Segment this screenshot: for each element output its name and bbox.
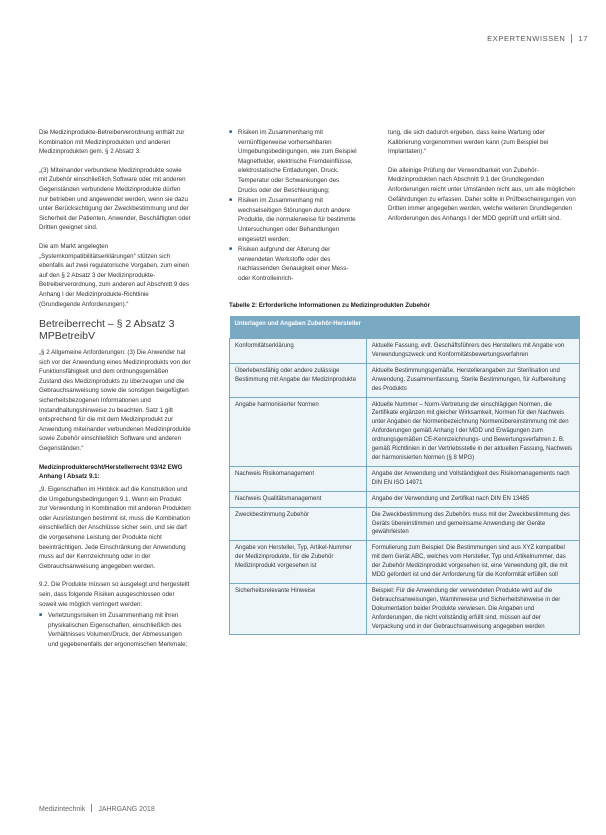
list-item: ■ Risiken im Zusammenhang mit vernünftigerweise vorhersehbaren Umgebungsbedingungen, wie zum Beispiel Magnetfelder, elektrische Fremdeinflüsse, elektrostatische Entladungen, Druck, Temperatur oder Schwankungen des Drucks oder der Beschleunigung; (229, 128, 357, 195)
table-cell: Angabe der Anwendung und Vollständigkeit des Risikomanagements nach DIN EN ISO 14971 (366, 466, 579, 491)
table-cell: Sicherheitsrelevante Hinweise (230, 583, 367, 635)
table-cell: Aktuelle Fassung, evtl. Geschäftsführers des Herstellers mit Angabe von Verwendungszweck und Konformitätsbewertungsverfahren (366, 339, 579, 364)
table-cell: Aktuelle Nummer – Norm-Vertretung der einschlägigen Normen, die Zertifikate ergänzen mit gleicher Wirksamkeit, Normen für den Nachweis unter Angaben der Normenbezeichnung Normenübereinstimmung mit den Anforderungen gemäß Anhang I der MDD und Erwägungen zum ordnungsgemäßen CE-Kennzeichnungs- und Bewertungsverfahren z. B. gemäß Richtlinien in der Vertriebsstelle in der aktuellen Fassung, Nachweis der harmonisierten Normen (§ 8 MPG) (366, 397, 579, 466)
bullet-list (39, 611, 191, 649)
table-cell: Überlebensfähig oder andere zulässige Bestimmung mit Angabe der Medizinprodukte (230, 363, 367, 397)
left-column (39, 128, 191, 651)
list-item: ■ Risiken aufgrund der Alterung der verwendeten Werkstoffe oder des nachlassenden Genauigkeit einer Mess- oder Kontrolleinrich- (229, 245, 357, 283)
table-cell: Angabe von Hersteller, Typ, Artikel-Nummer der Medizinprodukte, für die Zubehör Medizinprodukt vorgesehen ist (230, 541, 367, 584)
table-cell: Die Zweckbestimmung des Zubehörs muss mit der Zweckbestimmung des Geräts übereinstimmen und gemeinsame Anwendung der Geräte gewährleisten (366, 507, 579, 541)
paragraph: Die am Markt angelegten „Systemkompatibilitätserklärungen“ stützen sich ebenfalls auf zwei regulatorische Vorgaben, zum einen auf den § 2 Absatz 3 der Medizinprodukte-Betreiberverordnung, zum anderen auf Abschnitt 9 des Anhang I der Medizinprodukte-Richtlinie (Grundlegende Anforderungen).“ (39, 242, 189, 308)
subheading: Medizinprodukterecht/Herstellerrecht 93/42 EWG Anhang I Absatz 9.1: (39, 463, 183, 480)
table-row (230, 507, 580, 541)
table-caption: Tabelle 2: Erforderliche Informationen zu Medizinprodukten Zubehör (229, 302, 430, 309)
issue-label: JAHRGANG 2018 (98, 806, 155, 813)
table-row (230, 339, 580, 364)
page-footer (39, 804, 155, 813)
middle-column (229, 128, 357, 285)
table-cell: Formulierung zum Beispiel: Die Bestimmungen sind aus XYZ kompatibel mit dem Gerät ABC, welches vom Hersteller, Typ und Artikelnummer, das der Zubehör Medizinprodukt vorgesehen ist, eine Verwendung gilt, die mit MDD gefordert ist und der Anforderung für die Konformität erfüllen soll (366, 541, 579, 584)
footer-divider (91, 804, 92, 812)
table-row (230, 466, 580, 491)
list-item: ■ Verletzungsrisiken im Zusammenhang mit ihren physikalischen Eigenschaften, einschließlich des Verhältnisses Volumen/Druck, der Abmessungen und gegebenenfalls der ergonomischen Merkmale; (39, 611, 191, 649)
right-column (388, 128, 578, 232)
info-table (229, 316, 580, 635)
table-cell: Nachweis Qualitätsmanagement (230, 491, 367, 507)
table-row (230, 363, 580, 397)
table-row (230, 491, 580, 507)
table-header-cell: Unterlagen und Angaben Zubehör-Hersteller (230, 316, 367, 339)
paragraph: Die alleinige Prüfung der Verwendbarkeit von Zubehör-Medizinprodukten nach Abschnitt 9.1 der Grundlegenden Anforderungen reicht unter Umständen nicht aus, um alle möglichen Gefährdungen zu erfassen. Daher sollte in Prüfbescheinigungen von Dritten immer angegeben werden, welche weiteren Grundlegenden Anforderungen des Anhangs I der MDD geprüft und erfüllt sind. (388, 166, 576, 222)
table-cell: Konformitätserklärung (230, 339, 367, 364)
paragraph: „§ 2 Allgemeine Anforderungen: (3) Die Anwender hat sich vor der Anwendung eines Medizinprodukts von der Funktionsfähigkeit und dem ordnungsgemäßen Zustand des Medizinprodukts zu überzeugen und die Gebrauchsanweisung sowie die sonstigen beigefügten sicherheitsbezogenen Informationen und Instandhaltungshinweise zu beachten. Satz 1 gilt entsprechend für die mit dem Medizinprodukt zur Anwendung miteinander verbundenen Medizinprodukte sowie Zubehör einschließlich Software und anderen Gegenständen.“ (39, 349, 191, 453)
page-header (487, 34, 588, 43)
header-divider (571, 34, 572, 43)
paragraph: tung, die sich dadurch ergeben, dass keine Wartung oder Kalibrierung vorgenommen werden kann (zum Beispiel bei Implantaten).“ (388, 129, 549, 156)
table-cell: Beispiel: Für die Anwendung der verwendeten Produkte wird auf die Gebrauchsanweisungen, Warnhinweise und Sicherheitshinweise in der Dokumentation beider Produkte verwiesen. Die Angaben und Anforderungen, die nicht vollständig erfüllt sind, müssen auf der Verpackung und in der Gebrauchsanweisung angegeben werden (366, 583, 579, 635)
paragraph: „9. Eigenschaften im Hinblick auf die Konstruktion und die Umgebungsbedingungen 9.1. Wenn ein Produkt zur Verwendung in Kombination mit anderen Produkten oder Ausrüstungen bestimmt ist, muss die Kombination einschließlich der Anschlüsse sicher sein, und sie darf die vorgesehene Leistung der Produkte nicht beeinträchtigen. Jede Einschränkung der Anwendung muss auf der Kennzeichnung oder in der Gebrauchsanweisung angegeben werden. (39, 486, 191, 570)
section-heading: Betreiberrecht – § 2 Absatz 3 MPBetreibV (39, 318, 175, 343)
paragraph: 9.2. Die Produkte müssen so ausgelegt und hergestellt sein, dass folgende Risiken ausgeschlossen oder soweit wie möglich verringert werden: (39, 581, 190, 608)
table-row (230, 583, 580, 635)
section-title: EXPERTENWISSEN (487, 34, 566, 43)
paragraph: „(3) Miteinander verbundene Medizinprodukte sowie mit Zubehör einschließlich Software oder mit anderen Gegenständen verbundene Medizinprodukte dürfen nur betrieben und angewendet werden, wenn sie dazu unter Berücksichtigung der Zweckbestimmung und der Sicherheit der Patienten, Anwender, Beschäftigten oder Dritten geeignet sind. (39, 166, 191, 232)
table-cell: Nachweis Risikomanagement (230, 466, 367, 491)
table-header-row (230, 316, 580, 339)
table-header-cell (366, 316, 579, 339)
paragraph: Die Medizinprodukte-Betreiberverordnung enthält zur Kombination mit Medizinprodukten und anderen Medizinprodukten gem. § 2 Absatz 3: (39, 129, 185, 156)
page-number: 17 (578, 34, 588, 43)
list-item: ■ Risiken im Zusammenhang mit wechselseitigen Störungen durch andere Produkte, die normalerweise für bestimmte Untersuchungen oder Behandlungen eingesetzt werden; (229, 196, 357, 244)
table-cell: Angabe harmonisierter Normen (230, 397, 367, 466)
bullet-list (229, 128, 357, 284)
publication-name: Medizintechnik (39, 806, 86, 813)
table-cell: Angabe der Verwendung und Zertifikat nach DIN EN 13485 (366, 491, 579, 507)
table-row (230, 397, 580, 466)
table-cell: Aktuelle Bestimmungsgemäße, Herstellerangaben zur Sterilisation und Anwendung, Zusammenfassung, Sterile Bestimmungen, für Aufbereitung des Produkts (366, 363, 579, 397)
table-cell: Zweckbestimmung Zubehör (230, 507, 367, 541)
table-row (230, 541, 580, 584)
